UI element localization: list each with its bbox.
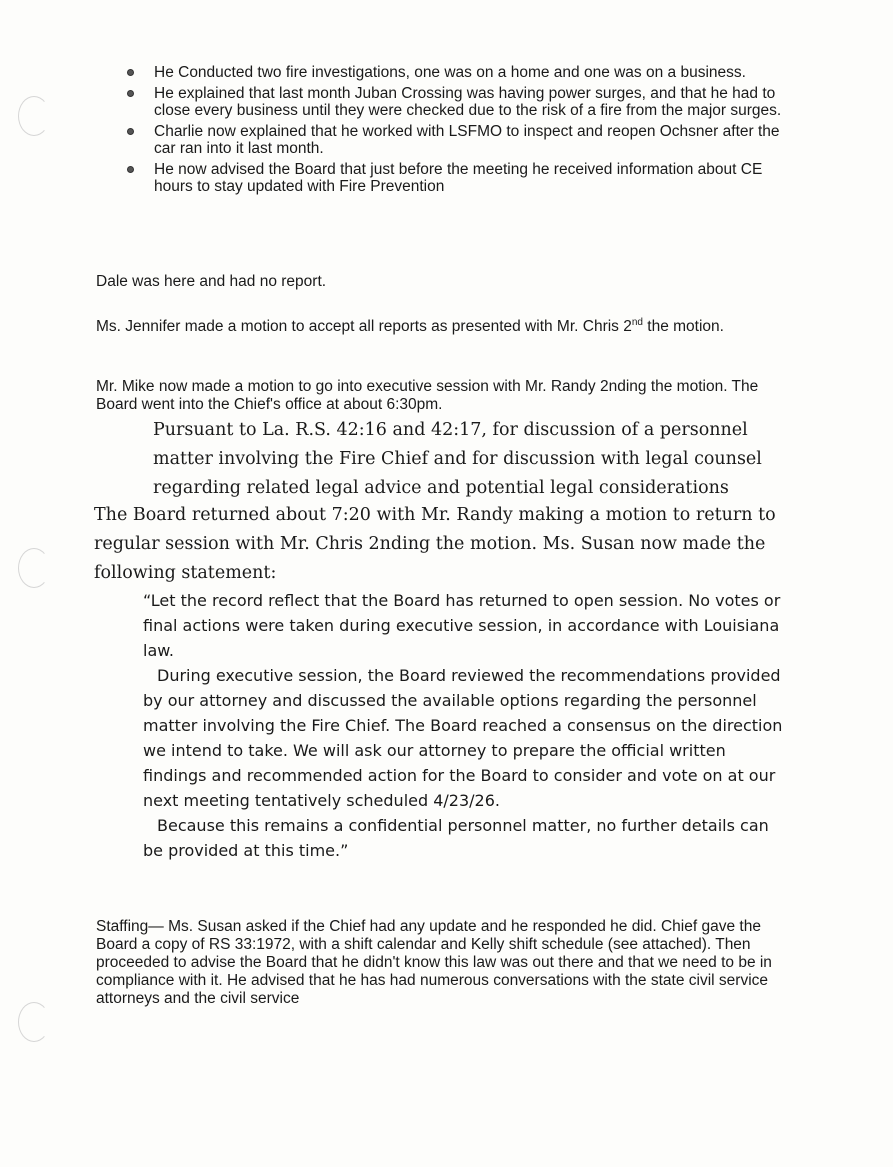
bullet-text: Charlie now explained that he worked with LSFMO to inspect and reopen Ochsner after the car ran into it last month. xyxy=(154,123,780,157)
return-to-session: The Board returned about 7:20 with Mr. Randy making a motion to return to regular session with Mr. Chris 2nding the motion. Ms. Susan now made the following statement: xyxy=(94,505,776,583)
bullet-item xyxy=(124,161,784,195)
bullet-dot-icon xyxy=(127,166,134,173)
bullet-list xyxy=(124,64,784,199)
motion-text-end: the motion. xyxy=(642,318,724,335)
dale-report: Dale was here and had no report. xyxy=(96,273,327,290)
board-statement xyxy=(143,588,783,863)
punch-hole xyxy=(18,548,50,588)
bullet-dot-icon xyxy=(127,69,134,76)
executive-session-motion: Mr. Mike now made a motion to go into executive session with Mr. Randy 2nding the motion. The Board went into the Chief's office at about 6:30pm. xyxy=(96,378,759,413)
statement-paragraph: “Let the record reflect that the Board has returned to open session. No votes or final actions were taken during executive session, in accordance with Louisiana law. xyxy=(143,591,781,660)
pursuant-statement: Pursuant to La. R.S. 42:16 and 42:17, for discussion of a personnel matter involving the Fire Chief and for discussion with legal counsel regarding related legal advice and potential legal considerations xyxy=(153,420,762,498)
bullet-item xyxy=(124,123,784,157)
staffing-paragraph: Staffing— Ms. Susan asked if the Chief had any update and he responded he did. Chief gave the Board a copy of RS 33:1972, with a shift calendar and Kelly shift schedule (see attached). Then proceeded to advise the Board that he didn't know this law was out there and that we need to be in compliance with it. He advised that he has had numerous conversations with the state civil service attorneys and the civil service xyxy=(96,918,772,1007)
motion-text: Ms. Jennifer made a motion to accept all reports as presented with Mr. Chris 2 xyxy=(96,318,632,335)
punch-hole xyxy=(18,96,50,136)
bullet-item xyxy=(124,85,784,119)
bullet-dot-icon xyxy=(127,90,134,97)
bullet-dot-icon xyxy=(127,128,134,135)
statement-paragraph: Because this remains a confidential personnel matter, no further details can be provided at this time.” xyxy=(143,816,769,860)
statement-paragraph: During executive session, the Board reviewed the recommendations provided by our attorney and discussed the available options regarding the personnel matter involving the Fire Chief. The Board reached a consensus on the direction we intend to take. We will ask our attorney to prepare the official written findings and recommended action for the Board to consider and vote on at our next meeting tentatively scheduled 4/23/26. xyxy=(143,666,783,810)
bullet-item xyxy=(124,64,784,81)
ordinal-suffix: nd xyxy=(631,316,643,328)
bullet-text: He explained that last month Juban Crossing was having power surges, and that he had to close every business until they were checked due to the risk of a fire from the major surges. xyxy=(154,85,782,119)
motion-accept-reports xyxy=(96,318,786,336)
bullet-text: He now advised the Board that just before the meeting he received information about CE hours to stay updated with Fire Prevention xyxy=(154,161,763,195)
punch-hole xyxy=(18,1002,50,1042)
bullet-text: He Conducted two fire investigations, one was on a home and one was on a business. xyxy=(154,64,746,81)
